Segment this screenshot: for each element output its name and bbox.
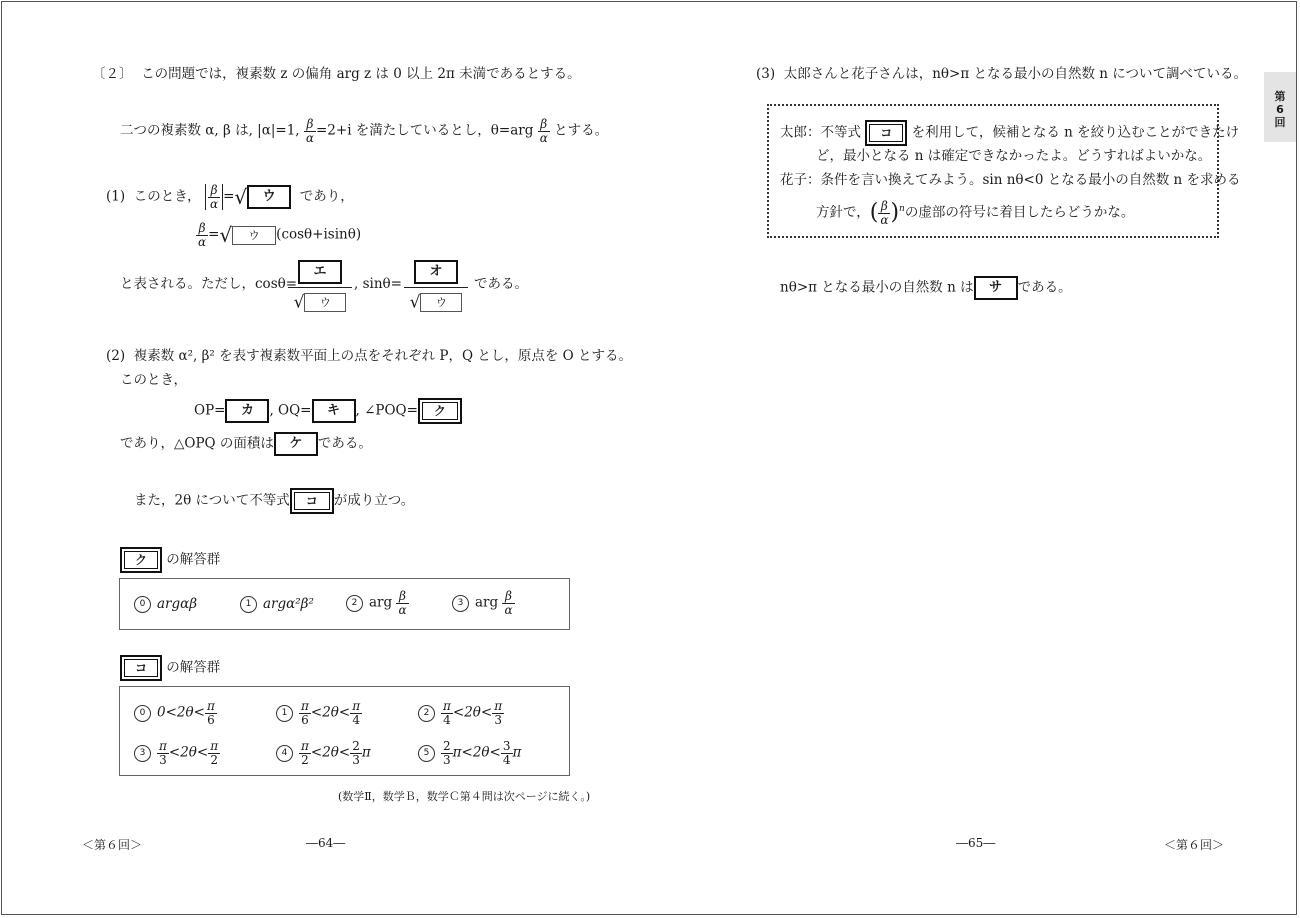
continue-note: (数学Ⅱ，数学Ｂ，数学Ｃ第４問は次ページに続く。) xyxy=(338,790,591,803)
given-condition: 二つの複素数 α, β は, |α|=1, $\frac{\beta}{\alpha}$ =2+i を満たしているとし，θ=arg $\frac{\beta}{\alpha}$ とする。 xyxy=(120,117,609,145)
sin-fraction: オ √ ウ xyxy=(404,260,468,313)
question-3-text: (3) 太郎さんと花子さんは，nθ>π となる最小の自然数 n について調べている。 xyxy=(756,66,1248,82)
ref-box-u-cos: ウ xyxy=(304,293,346,312)
page-number-left: ―64― xyxy=(306,836,346,850)
hanako-line-2: 方針で，( $\frac{\beta}{\alpha}$ )$^n$の虚部の符号に着目したらどうかな。 xyxy=(816,199,1135,227)
answer-box-ko[interactable]: コ xyxy=(290,488,334,514)
ko-option-1[interactable]: 1 $\frac{\pi}{6}$ <2θ< $\frac{\pi}{4}$ xyxy=(276,700,362,726)
footer-right-label: ＜第６回＞ xyxy=(1164,838,1225,852)
question-1-sin-pre: , sinθ= xyxy=(354,276,402,292)
ko-option-0[interactable]: 0 0<2θ< $\frac{\pi}{6}$ xyxy=(134,700,217,726)
answer-box-sa[interactable]: サ xyxy=(974,276,1018,300)
answer-box-ki[interactable]: キ xyxy=(312,399,356,423)
ku-option-1[interactable]: 1 argα²β² xyxy=(240,596,314,613)
ref-box-u-sin: ウ xyxy=(420,293,462,312)
ko-option-3[interactable]: 3 $\frac{\pi}{3}$ <2θ< $\frac{\pi}{2}$ xyxy=(134,740,220,766)
ku-option-0[interactable]: 0 argαβ xyxy=(134,596,197,613)
answer-box-ke[interactable]: ケ xyxy=(274,432,318,456)
question-2-area: であり，△OPQ の面積は ケ である。 xyxy=(120,432,372,456)
question-2-inequality: また，2θ について不等式 コ が成り立つ。 xyxy=(134,488,414,514)
question-1-expression: $\frac{\beta}{\alpha}$ =√ ウ (cosθ+isinθ) xyxy=(198,221,362,249)
section-tab: 第 6 回 xyxy=(1264,72,1296,142)
ko-option-2[interactable]: 2 $\frac{\pi}{4}$ <2θ< $\frac{\pi}{3}$ xyxy=(418,700,504,726)
ku-group-title: ク の解答群 xyxy=(120,547,220,573)
question-3-answer: nθ>π となる最小の自然数 n は サ である。 xyxy=(780,276,1072,300)
cos-fraction: エ √ ウ xyxy=(288,260,352,313)
answer-box-ku[interactable]: ク xyxy=(418,398,462,424)
question-2-this: このとき， xyxy=(120,372,187,388)
page-number-right: ―65― xyxy=(956,836,996,850)
footer-left-label: ＜第６回＞ xyxy=(82,838,143,852)
question-2-lengths: OP= カ , OQ= キ , ∠POQ= ク xyxy=(194,398,462,424)
answer-box-e[interactable]: エ xyxy=(298,260,342,284)
question-1-line1: (1) このとき， $\frac{\beta}{\alpha}$ =√ ウ であり， xyxy=(106,183,354,211)
ref-box-u: ウ xyxy=(232,226,276,245)
hanako-line-1: 花子：条件を言い換えてみよう。sin nθ<0 となる最小の自然数 n を求める xyxy=(780,172,1241,188)
ko-option-4[interactable]: 4 $\frac{\pi}{2}$ <2θ< $\frac{2}{3}$ π xyxy=(276,740,371,766)
answer-box-u[interactable]: ウ xyxy=(247,185,291,209)
answer-box-ka[interactable]: カ xyxy=(225,399,269,423)
answer-box-o[interactable]: オ xyxy=(414,260,458,284)
ko-group-title: コ の解答群 xyxy=(120,655,220,681)
taro-line-1: 太郎：不等式 コ を利用して，候補となる n を絞り込むことができたけ xyxy=(780,120,1239,146)
taro-line-2: ど，最小となる n は確定できなかったよ。どうすればよいかな。 xyxy=(816,148,1212,164)
part-2-intro: 〔２〕 この問題では，複素数 z の偏角 arg z は 0 以上 2π 未満であるとする。 xyxy=(92,66,581,82)
question-2-text: (2) 複素数 α², β² を表す複素数平面上の点をそれぞれ P，Q とし，原点を O とする。 xyxy=(106,348,633,364)
question-1-cos-pre: と表される。ただし，cosθ= xyxy=(120,276,298,292)
ku-option-2[interactable]: 2 arg $\frac{\beta}{\alpha}$ xyxy=(346,590,409,616)
ko-option-5[interactable]: 5 $\frac{2}{3}$ π<2θ< $\frac{3}{4}$ π xyxy=(418,740,521,766)
ku-option-3[interactable]: 3 arg $\frac{\beta}{\alpha}$ xyxy=(452,590,515,616)
question-1-post: である。 xyxy=(474,276,528,292)
